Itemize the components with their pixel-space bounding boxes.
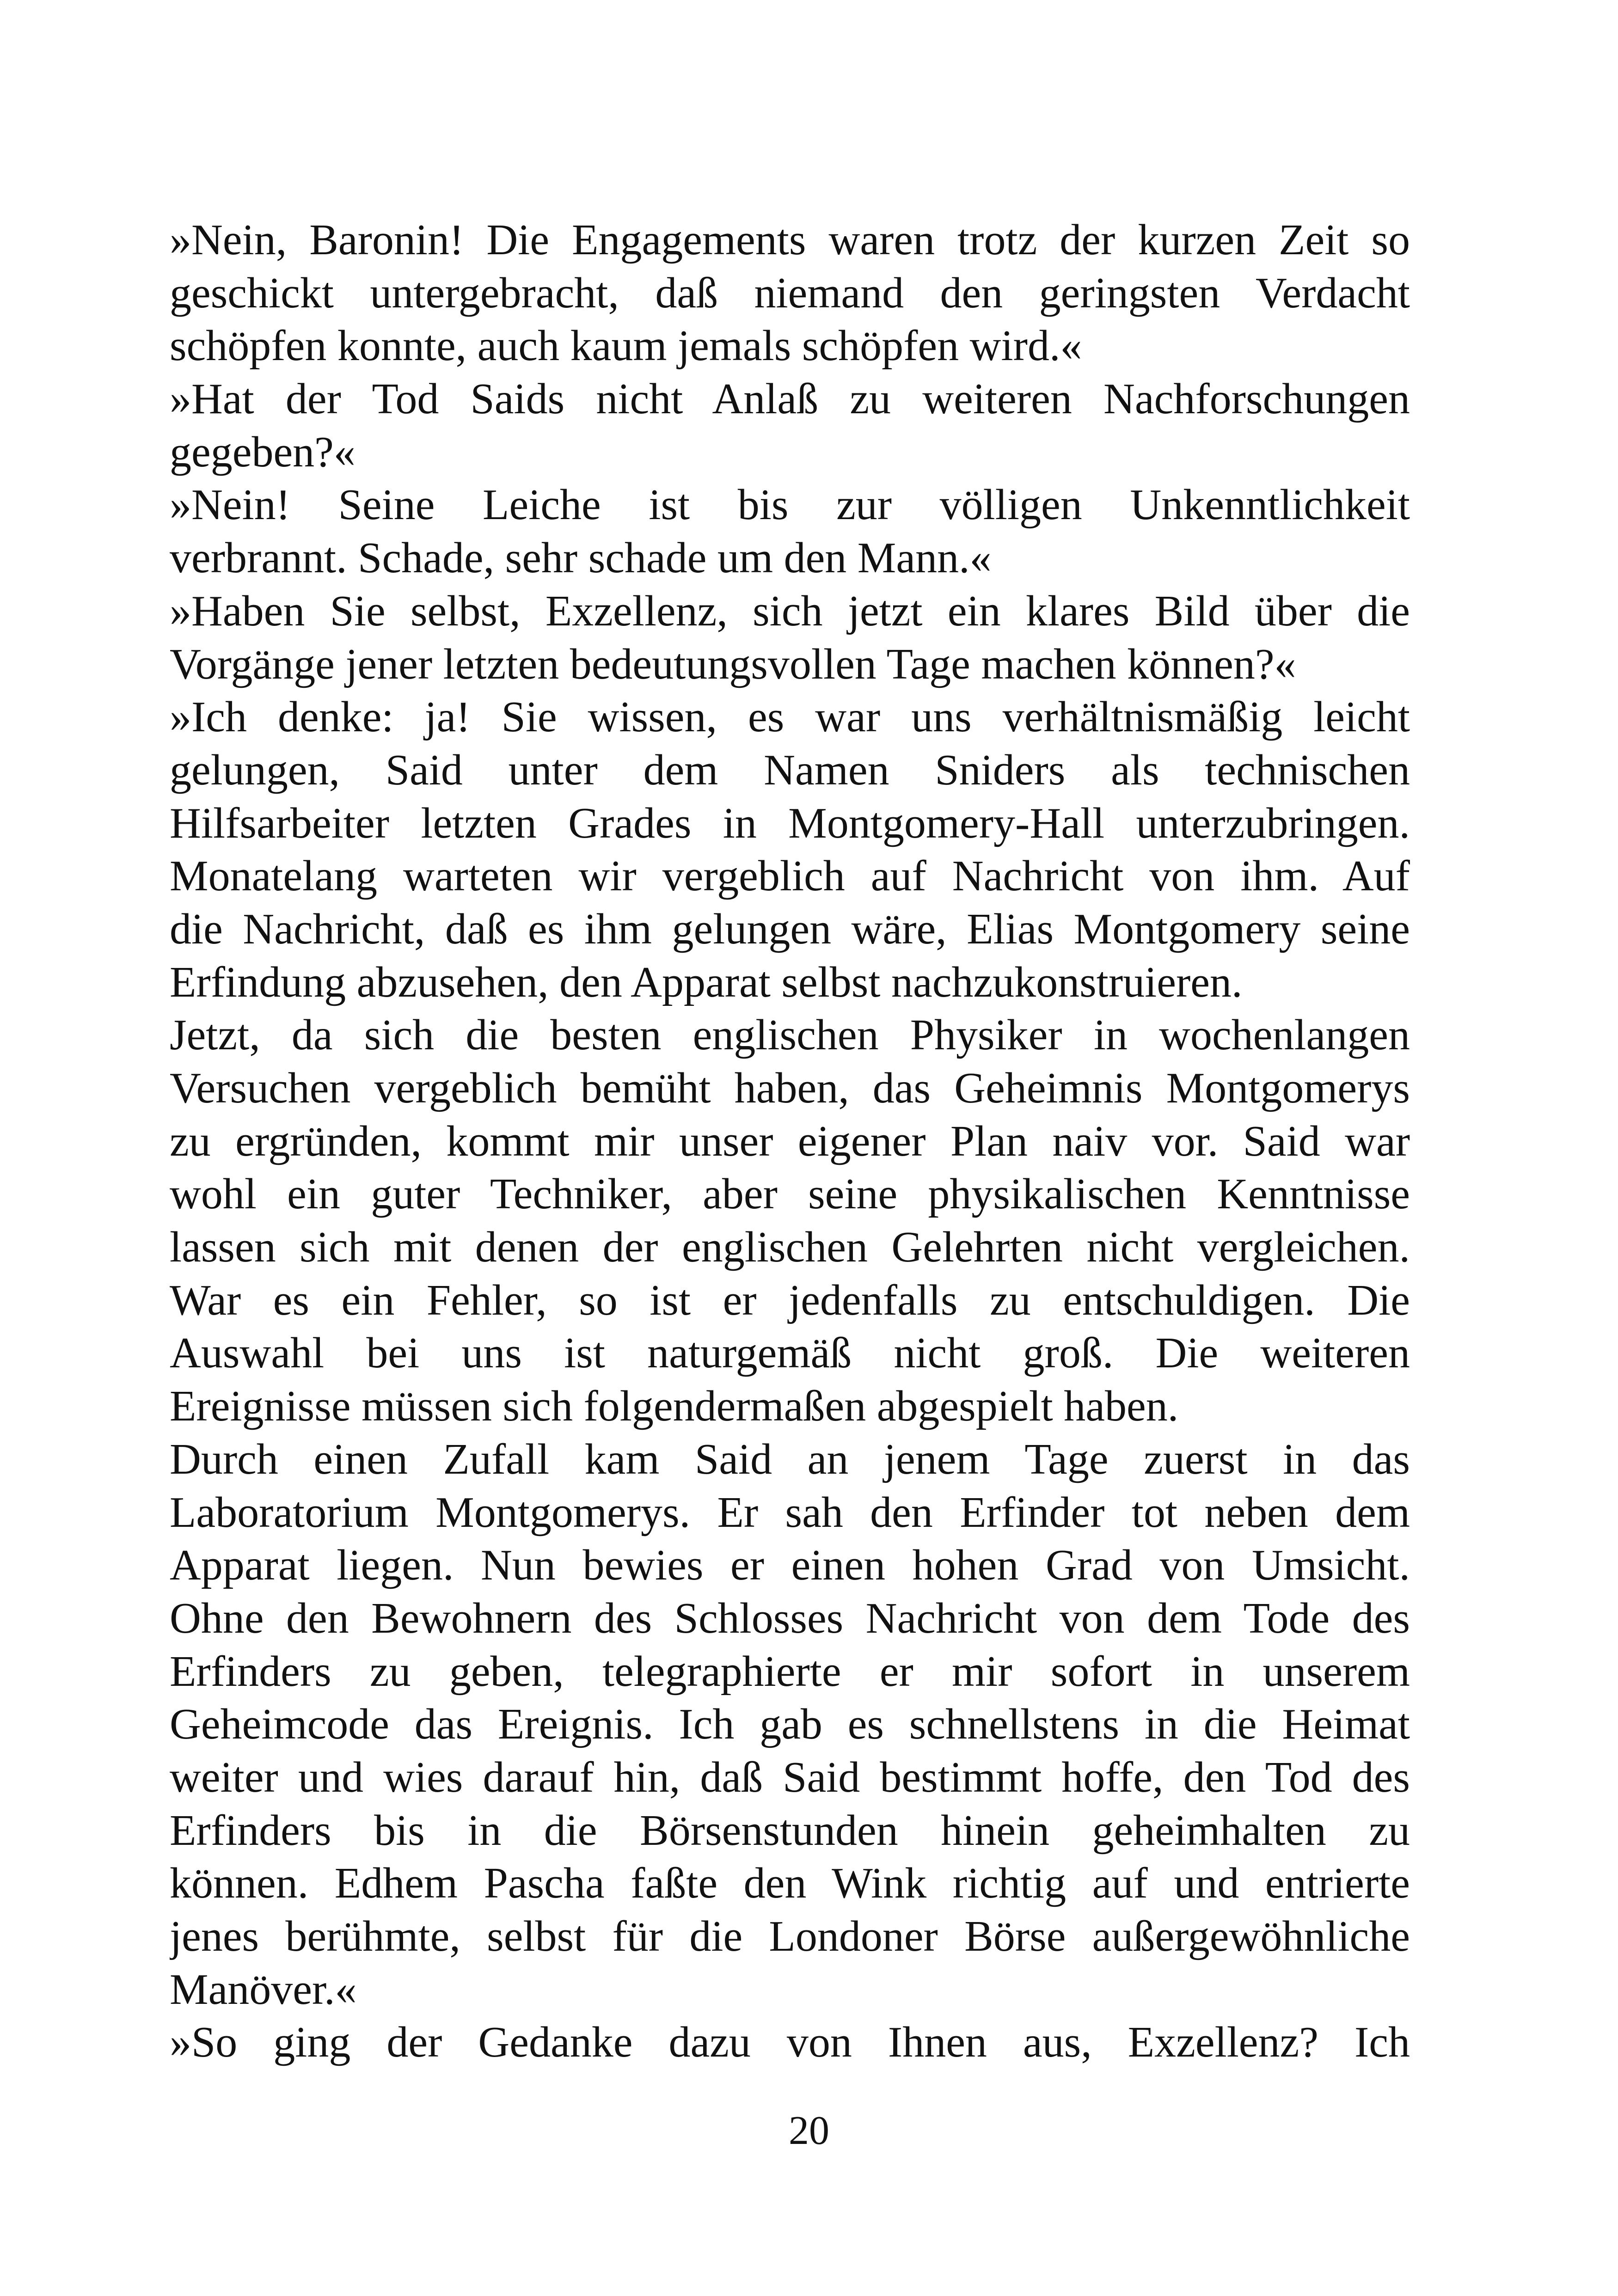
text-line: Geheimcode das Ereignis. Ich gab es schnellstens in die Heimat: [170, 1700, 1410, 1749]
text-line: geschickt untergebracht, daß niemand den geringsten Verdacht: [170, 269, 1410, 317]
text-line: Vorgänge jener letzten bedeutungsvollen Tage machen können?«: [170, 640, 1296, 688]
text-line: Erfinders bis in die Börsenstunden hinein geheimhalten zu: [170, 1806, 1410, 1855]
text-line: die Nachricht, daß es ihm gelungen wäre, Elias Montgomery seine: [170, 905, 1410, 953]
text-line: lassen sich mit denen der englischen Gelehrten nicht vergleichen.: [170, 1223, 1410, 1272]
text-line: »Ich denke: ja! Sie wissen, es war uns verhältnismäßig leicht: [170, 693, 1410, 741]
text-line: verbrannt. Schade, sehr schade um den Mann.«: [170, 534, 992, 582]
text-line: jenes berühmte, selbst für die Londoner Börse außergewöhnliche: [170, 1912, 1410, 1960]
text-line: Ereignisse müssen sich folgendermaßen abgespielt haben.: [170, 1382, 1179, 1431]
text-line: Ohne den Bewohnern des Schlosses Nachricht von dem Tode des: [170, 1594, 1410, 1642]
text-line: wohl ein guter Techniker, aber seine physikalischen Kenntnisse: [170, 1170, 1410, 1218]
text-line: schöpfen konnte, auch kaum jemals schöpfen wird.«: [170, 322, 1082, 370]
text-line: Durch einen Zufall kam Said an jenem Tage zuerst in das: [170, 1435, 1410, 1483]
text-line: Hilfsarbeiter letzten Grades in Montgomery-Hall unterzubringen.: [170, 799, 1410, 847]
body-text: [170, 214, 1410, 2069]
text-line: »Hat der Tod Saids nicht Anlaß zu weiteren Nachforschungen: [170, 375, 1410, 423]
text-line: Jetzt, da sich die besten englischen Physiker in wochenlangen: [170, 1011, 1410, 1059]
text-line: Apparat liegen. Nun bewies er einen hohen Grad von Umsicht.: [170, 1541, 1410, 1590]
text-line: können. Edhem Pascha faßte den Wink richtig auf und entrierte: [170, 1859, 1410, 1908]
text-line: gegeben?«: [170, 428, 355, 476]
text-line: zu ergründen, kommt mir unser eigener Plan naiv vor. Said war: [170, 1117, 1410, 1165]
text-line: »Nein, Baronin! Die Engagements waren trotz der kurzen Zeit so: [170, 216, 1410, 264]
text-line: weiter und wies darauf hin, daß Said bestimmt hoffe, den Tod des: [170, 1753, 1410, 1801]
text-line: gelungen, Said unter dem Namen Sniders als technischen: [170, 746, 1410, 794]
text-line: Erfindung abzusehen, den Apparat selbst nachzukonstruieren.: [170, 958, 1243, 1006]
text-line: »So ging der Gedanke dazu von Ihnen aus, Exzellenz? Ich: [170, 2018, 1410, 2067]
text-line: Auswahl bei uns ist naturgemäß nicht groß. Die weiteren: [170, 1329, 1410, 1378]
text-line: Manöver.«: [170, 1965, 357, 2014]
text-line: »Haben Sie selbst, Exzellenz, sich jetzt ein klares Bild über die: [170, 587, 1410, 635]
text-line: War es ein Fehler, so ist er jedenfalls zu entschuldigen. Die: [170, 1276, 1410, 1324]
text-line: Erfinders zu geben, telegraphierte er mir sofort in unserem: [170, 1647, 1410, 1696]
text-line: Monatelang warteten wir vergeblich auf Nachricht von ihm. Auf: [170, 852, 1410, 900]
page-number: 20: [789, 2108, 829, 2153]
text-line: Versuchen vergeblich bemüht haben, das Geheimnis Montgomerys: [170, 1064, 1410, 1112]
text-line: »Nein! Seine Leiche ist bis zur völligen Unkenntlichkeit: [170, 481, 1410, 529]
text-line: Laboratorium Montgomerys. Er sah den Erfinder tot neben dem: [170, 1488, 1410, 1537]
